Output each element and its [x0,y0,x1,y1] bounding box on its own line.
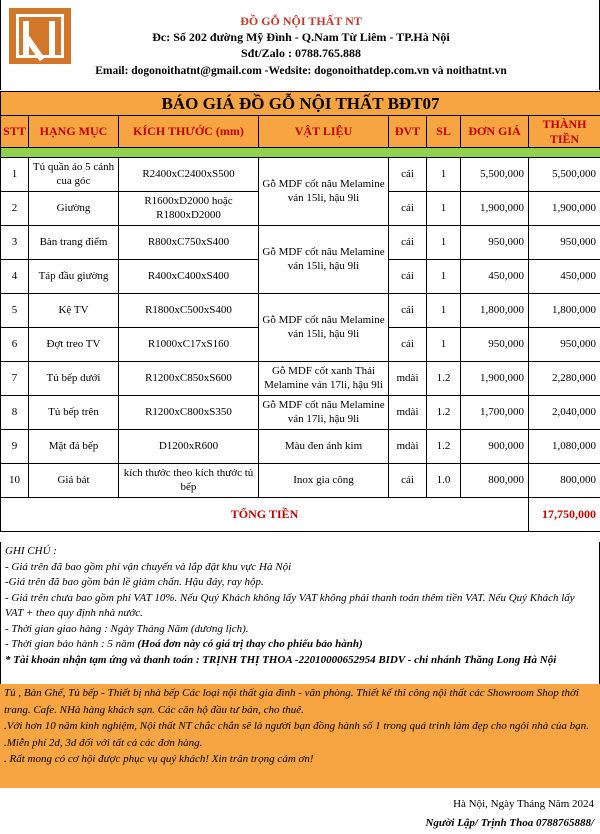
cell-size: D1200xR600 [119,430,259,464]
table-row [1,226,600,260]
address: Đc: Số 202 đường Mỹ Đình - Q.Nam Từ Liêm - TP.Hà Nội [152,30,450,44]
cell-size: R1000xC17xS160 [119,328,259,362]
table-row [1,464,600,498]
cell-unit: cái [389,294,427,328]
cell-material: Gỗ MDF cốt nâu Melamine ván 15li, hậu 9li [259,226,389,294]
cell-size: R1200xC800xS350 [119,396,259,430]
cell-total: 2,280,000 [529,362,600,396]
col-header: THÀNH TIỀN [529,116,600,148]
cell-stt: 6 [1,328,29,362]
quote-table [0,91,600,532]
cell-total: 800,000 [529,464,600,498]
cell-price: 1,900,000 [461,362,529,396]
table-row [1,430,600,464]
col-header: HẠNG MỤC [29,116,119,148]
cell-unit: mdài [389,430,427,464]
cell-unit: mdài [389,362,427,396]
cell-unit: cái [389,226,427,260]
warranty-text: - Thời gian bảo hành : 5 năm [5,638,138,650]
cell-size: kích thước theo kích thước tủ bếp [119,464,259,498]
cell-item: Táp đầu giường [29,260,119,294]
table-row [1,158,600,192]
cell-total: 5,500,000 [529,158,600,192]
cell-material: Gỗ MDF cốt nâu Melamine ván 15li, hậu 9li [259,294,389,362]
cell-total: 1,080,000 [529,430,600,464]
table-row [1,294,600,328]
table-row [1,396,600,430]
cell-size: R400xC400xS400 [119,260,259,294]
cell-unit: mdài [389,396,427,430]
cell-price: 900,000 [461,430,529,464]
cell-unit: cái [389,158,427,192]
cell-qty: 1.2 [427,430,461,464]
cell-item: Kệ TV [29,294,119,328]
cell-unit: cái [389,192,427,226]
cell-price: 800,000 [461,464,529,498]
cell-total: 950,000 [529,328,600,362]
footer-date: Hà Nội, Ngày Tháng Năm 2024 [453,798,594,810]
cell-stt: 4 [1,260,29,294]
cell-qty: 1 [427,226,461,260]
cell-price: 1,800,000 [461,294,529,328]
promo-block [0,684,600,788]
cell-total: 450,000 [529,260,600,294]
promo-line: Tủ , Bàn Ghế, Tủ bếp - Thiết bị nhà bếp Các loại nội thất gia đình - văn phòng. Thiết kế thi công nội thất các Showroom Shop thời trang. Cafe. NHà hàng khách sạn. Các căn hộ đầu tư bán, cho thuê. [4,687,579,716]
cell-unit: cái [389,464,427,498]
promo-line: .Miễn phí 2d, 3d đối với tất cả các đơn hàng. [4,736,203,749]
note-line: -Giá trên đã bao gồm bản lề giảm chấn. Hậu đáy, ray hộp. [5,576,264,588]
cell-material: Gỗ MDF cốt nâu Melamine ván 17li, hậu 9li [259,396,389,430]
cell-stt: 8 [1,396,29,430]
cell-size: R1600xD2000 hoặc R1800xD2000 [119,192,259,226]
footer-signer: Người Lập/ Trịnh Thoa 0788765888/ [425,817,594,829]
cell-qty: 1.2 [427,396,461,430]
cell-total: 1,800,000 [529,294,600,328]
cell-price: 950,000 [461,226,529,260]
cell-total: 1,900,000 [529,192,600,226]
cell-item: Tủ bếp dưới [29,362,119,396]
cell-material: Inox gia công [259,464,389,498]
bank-account: * Tài khoản nhận tạm ứng và thanh toán : TRỊNH THỊ THOA -22010000652954 BIDV - chi nhánh Thăng Long Hà Nội [5,653,557,666]
cell-stt: 1 [1,158,29,192]
brand-name: ĐỒ GỖ NỘI THẤT NT [240,14,362,28]
cell-item: Giường [29,192,119,226]
promo-line: .Với hơn 10 năm kinh nghiệm, Nội thất NT chắc chắn sẽ là người bạn đồng hành số 1 trong quá trình làm đẹp cho ngôi nhà của bạn. [4,720,589,732]
cell-stt: 2 [1,192,29,226]
notes-heading: GHI CHÚ : [5,545,57,557]
warranty-note: (Hoá đơn này có giá trị thay cho phiếu bảo hành) [137,638,363,650]
cell-size: R1800xC500xS400 [119,294,259,328]
phone: Sđt/Zalo : 0788.765.888 [240,46,361,60]
cell-stt: 3 [1,226,29,260]
col-header: STT [1,116,29,148]
cell-qty: 1 [427,294,461,328]
cell-item: Tủ quần áo 5 cánh cua góc [29,158,119,192]
cell-total: 950,000 [529,226,600,260]
cell-item: Bàn trang điểm [29,226,119,260]
note-line: - Thời gian giao hàng : Ngày Tháng Năm (dương lịch). [5,622,249,635]
total-value: 17,750,000 [529,498,600,532]
notes [0,542,600,684]
col-header: ĐƠN GIÁ [461,116,529,148]
cell-item: Tủ bếp trên [29,396,119,430]
cell-qty: 1 [427,158,461,192]
table-title: BÁO GIÁ ĐỒ GỖ NỘI THẤT BĐT07 [1,92,600,116]
note-line [5,637,595,653]
spacer-row [1,148,600,158]
col-header: SL [427,116,461,148]
cell-item: Mặt đá bếp [29,430,119,464]
cell-qty: 1.2 [427,362,461,396]
promo-line: . Rất mong có cơ hội được phục vụ quý khách! Xin trân trọng cảm ơn! [4,753,314,765]
total-row [1,498,600,532]
cell-stt: 10 [1,464,29,498]
cell-price: 1,700,000 [461,396,529,430]
cell-price: 1,900,000 [461,192,529,226]
note-line: - Giá trên chưa bao gồm phí VAT 10%. Nếu Quý Khách không lấy VAT không phải thanh toán thêm tiền VAT. Nếu Quý Khách lấy VAT + theo quy định nhà nước. [5,591,575,619]
cell-qty: 1 [427,260,461,294]
cell-stt: 5 [1,294,29,328]
cell-material: Gỗ MDF cốt nâu Melamine ván 15li, hậu 9li [259,158,389,226]
cell-stt: 7 [1,362,29,396]
cell-unit: cái [389,260,427,294]
email-website: Email: dogonoithatnt@gmail.com -Wedsite: dogonoithatdep.com.vn và noithatnt.vn [95,65,507,77]
note-line: - Giá trên đã bao gồm phí vận chuyển và lắp đặt khu vực Hà Nội [5,560,292,573]
total-label: TỔNG TIỀN [1,498,529,532]
cell-item: Giá bát [29,464,119,498]
col-header: KÍCH THƯỚC (mm) [119,116,259,148]
cell-size: R2400xC2400xS500 [119,158,259,192]
cell-qty: 1 [427,192,461,226]
cell-size: R1200xC850xS600 [119,362,259,396]
cell-unit: cái [389,328,427,362]
cell-price: 450,000 [461,260,529,294]
cell-stt: 9 [1,430,29,464]
cell-material: Màu đen ánh kim [259,430,389,464]
cell-qty: 1.0 [427,464,461,498]
cell-material: Gỗ MDF cốt xanh Thái Melamine ván 17li, hậu 9li [259,362,389,396]
cell-size: R800xC750xS400 [119,226,259,260]
header [0,0,600,90]
col-header: VẬT LIỆU [259,116,389,148]
col-header: ĐVT [389,116,427,148]
table-row [1,362,600,396]
cell-price: 5,500,000 [461,158,529,192]
cell-price: 950,000 [461,328,529,362]
cell-qty: 1 [427,328,461,362]
cell-item: Đợt treo TV [29,328,119,362]
cell-total: 2,040,000 [529,396,600,430]
